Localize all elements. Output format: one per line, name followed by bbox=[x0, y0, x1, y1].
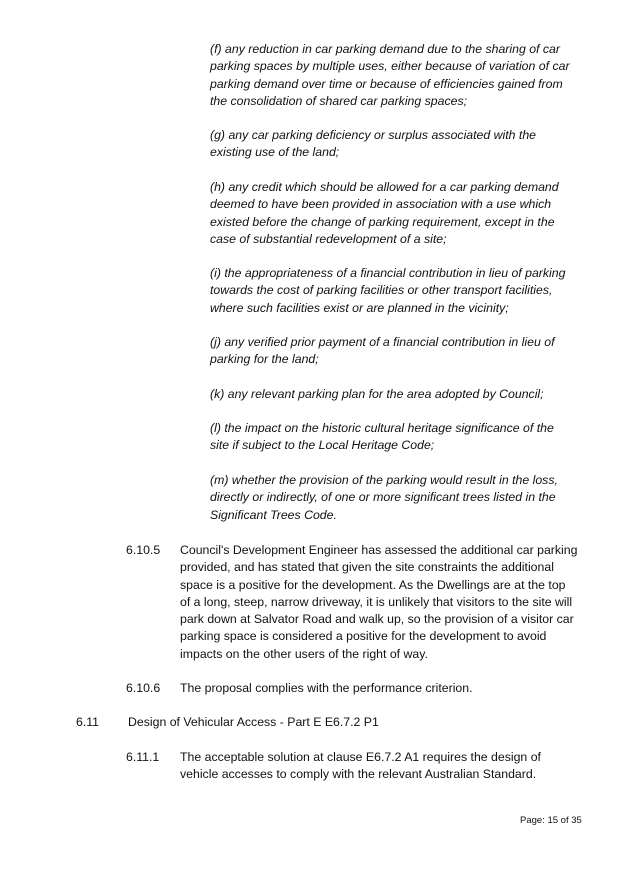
paragraph-number-6-11-1: 6.11.1 bbox=[126, 750, 160, 764]
criterion-h: (h) any credit which should be allowed for a car parking demand deemed to have been provided in association with a use which existed before the change of parking requirement, except in the case of substantial redevelopment of a site; bbox=[210, 180, 559, 246]
paragraph-number-6-10-6: 6.10.6 bbox=[126, 681, 161, 695]
paragraph-text-6-10-5: Council's Development Engineer has assessed the additional car parking provided, and has stated that given the site constraints the additional space is a positive for the development. As the Dwellings are at the top of a long, steep, narrow driveway, it is unlikely that visitors to the site will park down at Salvator Road and walk up, so the provision of a visitor car parking space is considered a positive for the development to avoid impacts on the other users of the right of way. bbox=[180, 543, 578, 661]
criterion-i: (i) the appropriateness of a financial contribution in lieu of parking towards the cost of parking facilities or other transport facilities, where such facilities exist or are planned in the vicinity; bbox=[210, 266, 566, 315]
page-number: Page: 15 of 35 bbox=[520, 815, 582, 826]
criterion-f: (f) any reduction in car parking demand due to the sharing of car parking spaces by multiple uses, either because of variation of car parking demand over time or because of efficiencies gained from the consolidation of shared car parking spaces; bbox=[210, 42, 570, 108]
criterion-g: (g) any car parking deficiency or surplus associated with the existing use of the land; bbox=[210, 128, 537, 160]
criterion-m: (m) whether the provision of the parking would result in the loss, directly or indirectly, of one or more significant trees listed in the Significant Trees Code. bbox=[210, 473, 558, 522]
criterion-k: (k) any relevant parking plan for the area adopted by Council; bbox=[210, 387, 544, 401]
paragraph-number-6-10-5: 6.10.5 bbox=[126, 543, 161, 557]
criterion-j: (j) any verified prior payment of a financial contribution in lieu of parking for the land; bbox=[210, 335, 555, 367]
criterion-l: (l) the impact on the historic cultural heritage significance of the site if subject to the Local Heritage Code; bbox=[210, 421, 554, 453]
section-heading-6-11: Design of Vehicular Access - Part E E6.7.2 P1 bbox=[128, 715, 379, 729]
paragraph-text-6-10-6: The proposal complies with the performance criterion. bbox=[180, 681, 473, 695]
paragraph-text-6-11-1: The acceptable solution at clause E6.7.2 A1 requires the design of vehicle accesses to comply with the relevant Australian Standard. bbox=[180, 750, 541, 782]
section-number-6-11: 6.11 bbox=[76, 715, 100, 729]
